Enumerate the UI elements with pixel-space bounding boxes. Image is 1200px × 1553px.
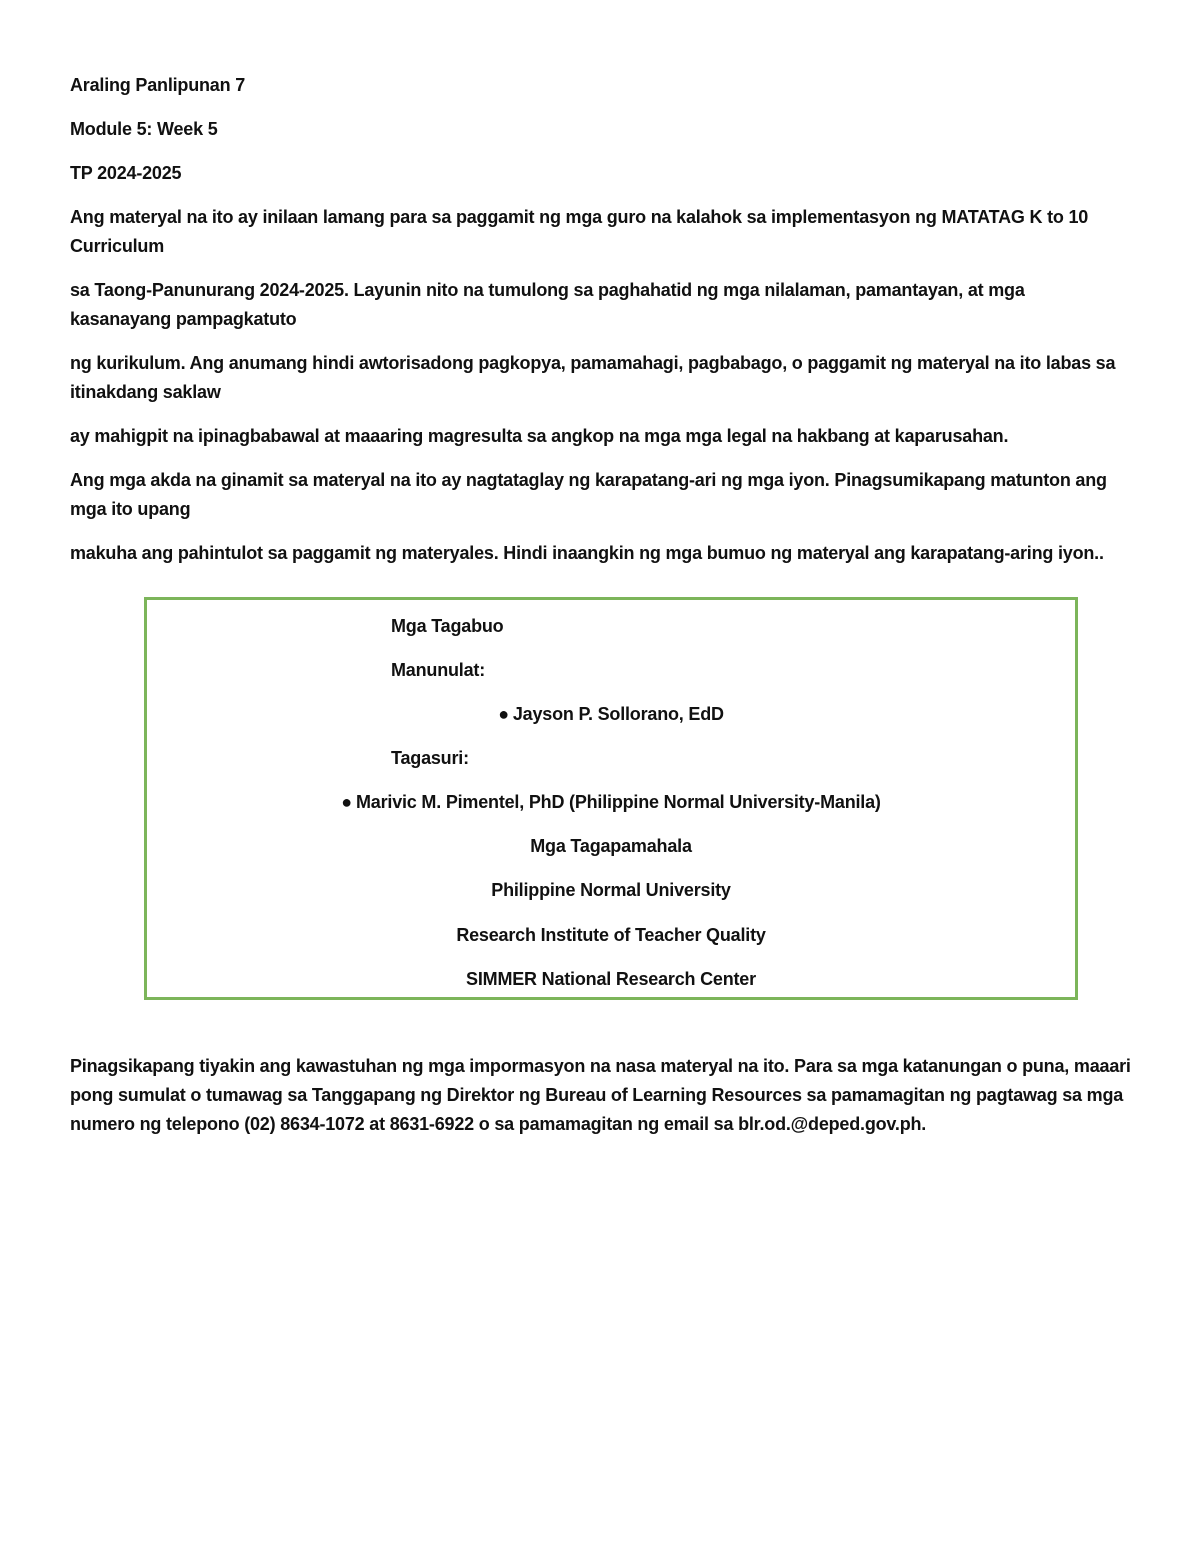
writer-entry: [147, 702, 1075, 726]
credits-box: [144, 597, 1078, 1000]
notice-paragraph: ay mahigpit na ipinagbabawal at maaaring magresulta sa angkop na mga mga legal na hakbang at kaparusahan.: [70, 426, 1009, 446]
reviewer-entry: [147, 790, 1075, 814]
bullet-icon: ●: [498, 704, 509, 724]
writer-label: Manunulat:: [391, 660, 485, 680]
organization-name: Research Institute of Teacher Quality: [456, 925, 766, 945]
reviewer-name: Marivic M. Pimentel, PhD (Philippine Normal University-Manila): [355, 792, 881, 812]
managers-heading: Mga Tagapamahala: [530, 836, 692, 856]
school-year: TP 2024-2025: [70, 163, 182, 183]
developers-heading: Mga Tagabuo: [391, 616, 504, 636]
module-title: Module 5: Week 5: [70, 119, 218, 139]
notice-paragraph: Ang mga akda na ginamit sa materyal na ito ay nagtataglay ng karapatang-ari ng mga iyon. Pinagsumikapang matunton ang mga ito upang: [70, 470, 1107, 519]
subject-title: Araling Panlipunan 7: [70, 75, 246, 95]
notice-paragraph: ng kurikulum. Ang anumang hindi awtorisadong pagkopya, pamamahagi, pagbabago, o paggamit ng materyal na ito labas sa itinakdang saklaw: [70, 353, 1116, 402]
writer-name: Jayson P. Sollorano, EdD: [512, 704, 724, 724]
organization-name: Philippine Normal University: [491, 880, 731, 900]
copyright-notice: [70, 203, 1130, 583]
contact-paragraph: Pinagsikapang tiyakin ang kawastuhan ng mga impormasyon na nasa materyal na ito. Para sa mga katanungan o puna, maaari pong sumulat o tumawag sa Tanggapang ng Direktor ng Bureau of Learning Resources sa pamamagitan ng pagtawag sa mga numero ng telepono (02) 8634-1072 at 8631-6922 o sa pamamagitan ng email sa blr.od.@deped.gov.ph.: [70, 1056, 1131, 1134]
notice-paragraph: sa Taong-Panunurang 2024-2025. Layunin nito na tumulong sa paghahatid ng mga nilalaman, pamantayan, at mga kasanayang pampagkatuto: [70, 280, 1025, 329]
bullet-icon: ●: [341, 792, 352, 812]
organization-name: SIMMER National Research Center: [466, 969, 756, 989]
reviewer-label: Tagasuri:: [391, 748, 469, 768]
notice-paragraph: Ang materyal na ito ay inilaan lamang para sa paggamit ng mga guro na kalahok sa implementasyon ng MATATAG K to 10 Curriculum: [70, 207, 1089, 256]
document-header: [70, 71, 1130, 188]
notice-paragraph: makuha ang pahintulot sa paggamit ng materyales. Hindi inaangkin ng mga bumuo ng materyal ang karapatang-aring iyon..: [70, 543, 1104, 563]
